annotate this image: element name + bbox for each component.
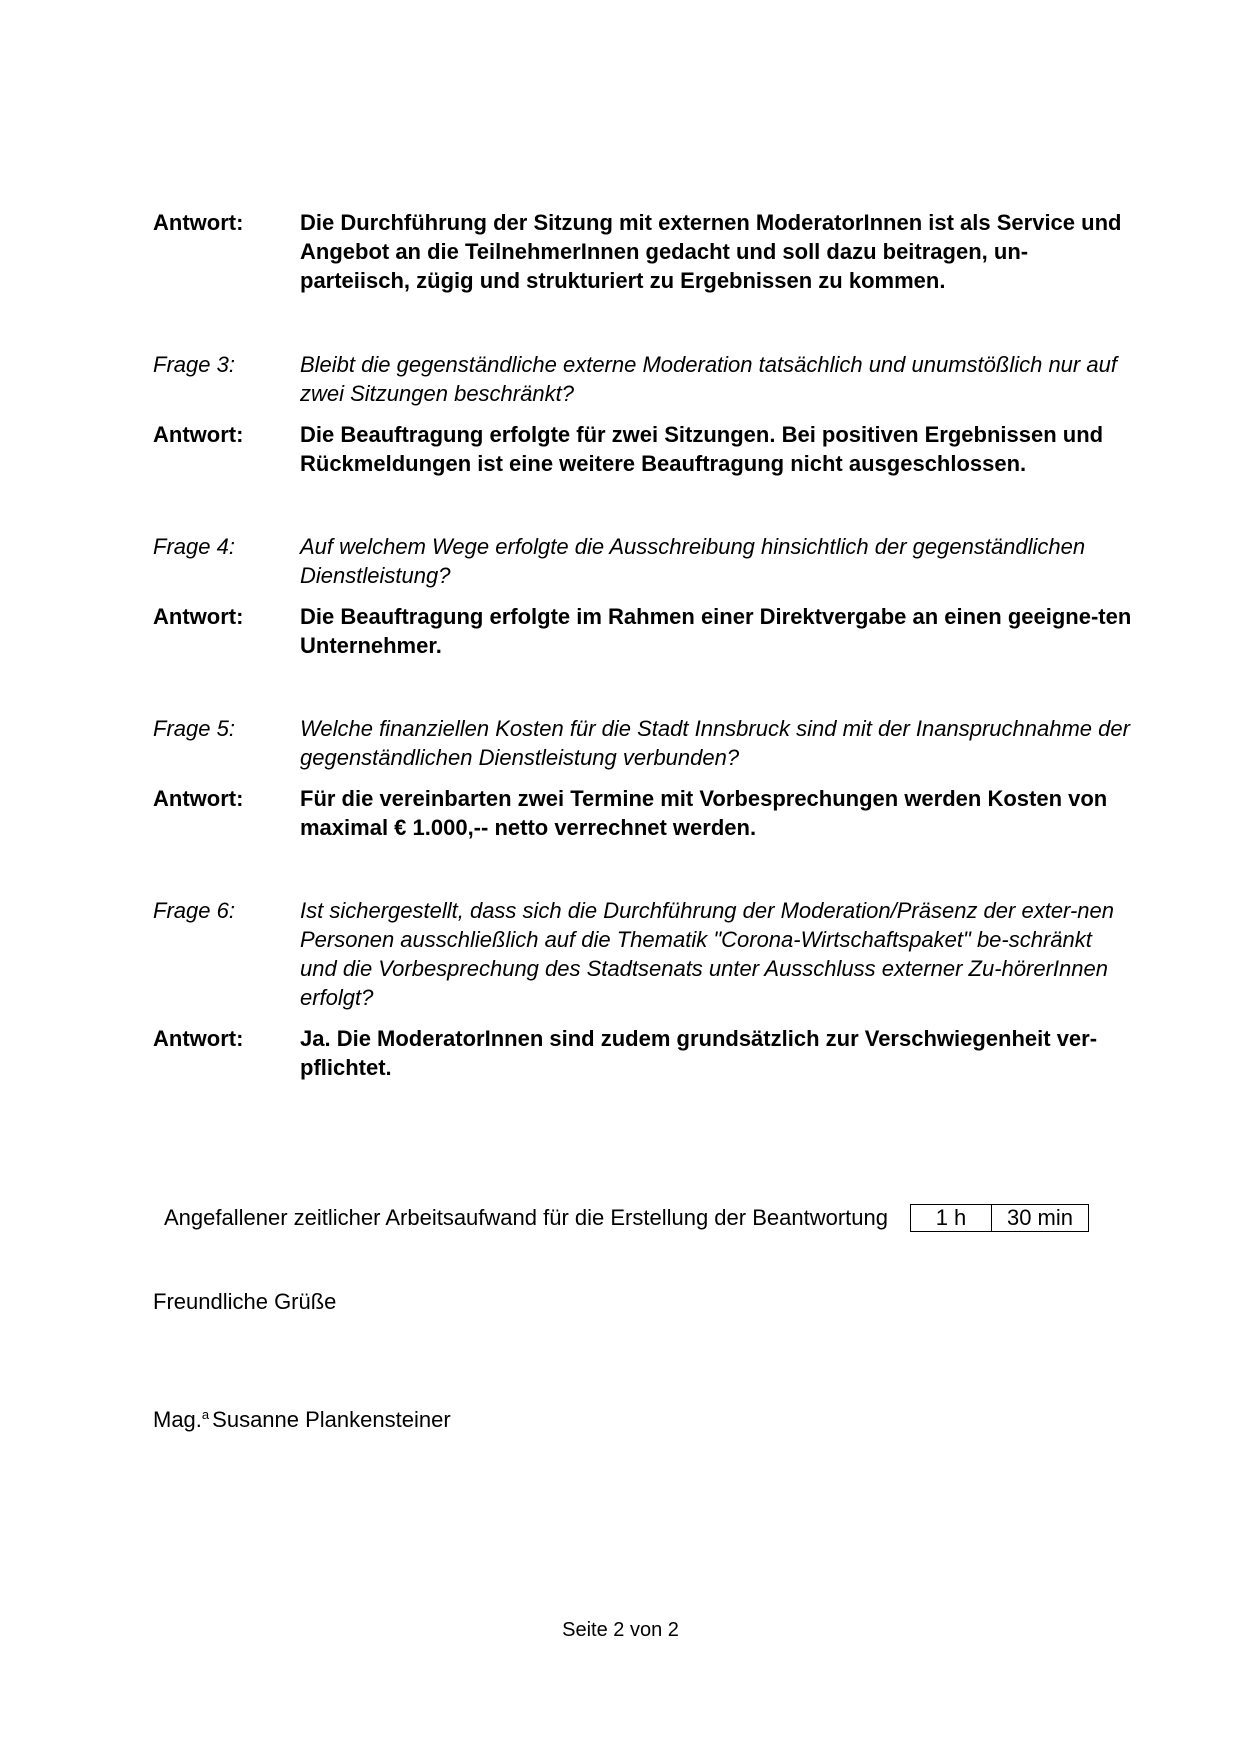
- answer-row: [153, 602, 1133, 660]
- answer-label: Antwort:: [153, 210, 244, 235]
- question-text: Bleibt die gegenständliche externe Moderation tatsächlich und unumstößlich nur auf zwei Sitzungen beschränkt?: [300, 352, 1117, 406]
- question-label: Frage 5:: [153, 716, 235, 741]
- question-row: [153, 896, 1133, 1012]
- qa-block-frage-5: [153, 714, 1133, 842]
- answer-label: Antwort:: [153, 604, 244, 629]
- qa-block-1: [153, 208, 1133, 295]
- qa-block-frage-3: [153, 350, 1133, 478]
- page-number: Seite 2 von 2: [562, 1619, 679, 1641]
- answer-text: Ja. Die ModeratorInnen sind zudem grundsätzlich zur Verschwiegenheit ver-pflichtet.: [300, 1026, 1098, 1080]
- question-row: [153, 350, 1133, 408]
- signature-name: [153, 1400, 451, 1434]
- question-label: Frage 4:: [153, 534, 235, 559]
- question-label: Frage 6:: [153, 898, 235, 923]
- effort-hours: 1 h: [911, 1205, 992, 1231]
- answer-row: [153, 208, 1133, 295]
- answer-text: Die Durchführung der Sitzung mit externen ModeratorInnen ist als Service und Angebot an die TeilnehmerInnen gedacht und soll dazu beitragen, un-parteiisch, zügig und strukturiert zu Ergebnissen zu kommen.: [300, 210, 1122, 293]
- answer-row: [153, 1024, 1133, 1082]
- qa-block-frage-4: [153, 532, 1133, 660]
- academic-title: Mag.: [153, 1407, 202, 1432]
- question-text: Auf welchem Wege erfolgte die Ausschreibung hinsichtlich der gegenständlichen Dienstleistung?: [300, 534, 1086, 588]
- closing-greeting: Freundliche Grüße: [153, 1289, 337, 1314]
- person-name: Susanne Plankensteiner: [212, 1407, 451, 1432]
- qa-block-frage-6: [153, 896, 1133, 1082]
- effort-table: [910, 1204, 1089, 1232]
- answer-text: Die Beauftragung erfolgte im Rahmen einer Direktvergabe an einen geeigne-ten Unternehmer.: [300, 604, 1132, 658]
- answer-row: [153, 784, 1133, 842]
- answer-label: Antwort:: [153, 422, 244, 447]
- academic-title-sup: a: [201, 1407, 210, 1422]
- question-row: [153, 532, 1133, 590]
- answer-text: Für die vereinbarten zwei Termine mit Vorbesprechungen werden Kosten von maximal € 1.000,-- netto verrechnet werden.: [300, 786, 1108, 840]
- answer-text: Die Beauftragung erfolgte für zwei Sitzungen. Bei positiven Ergebnissen und Rückmeldungen ist eine weitere Beauftragung nicht ausgeschlossen.: [300, 422, 1104, 476]
- effort-label: Angefallener zeitlicher Arbeitsaufwand für die Erstellung der Beantwortung: [164, 1205, 888, 1230]
- question-row: [153, 714, 1133, 772]
- answer-label: Antwort:: [153, 1026, 244, 1051]
- effort-line: [164, 1204, 1089, 1232]
- question-label: Frage 3:: [153, 352, 235, 377]
- answer-row: [153, 420, 1133, 478]
- question-text: Ist sichergestellt, dass sich die Durchführung der Moderation/Präsenz der exter-nen Personen ausschließlich auf die Thematik "Corona-Wirtschaftspaket" be-schränkt und die Vorbesprechung des Stadtsenats unter Ausschluss externer Zu-hörerInnen erfolgt?: [300, 898, 1115, 1010]
- answer-label: Antwort:: [153, 786, 244, 811]
- effort-minutes: 30 min: [1006, 1205, 1073, 1230]
- question-text: Welche finanziellen Kosten für die Stadt Innsbruck sind mit der Inanspruchnahme der gegenständlichen Dienstleistung verbunden?: [300, 716, 1130, 770]
